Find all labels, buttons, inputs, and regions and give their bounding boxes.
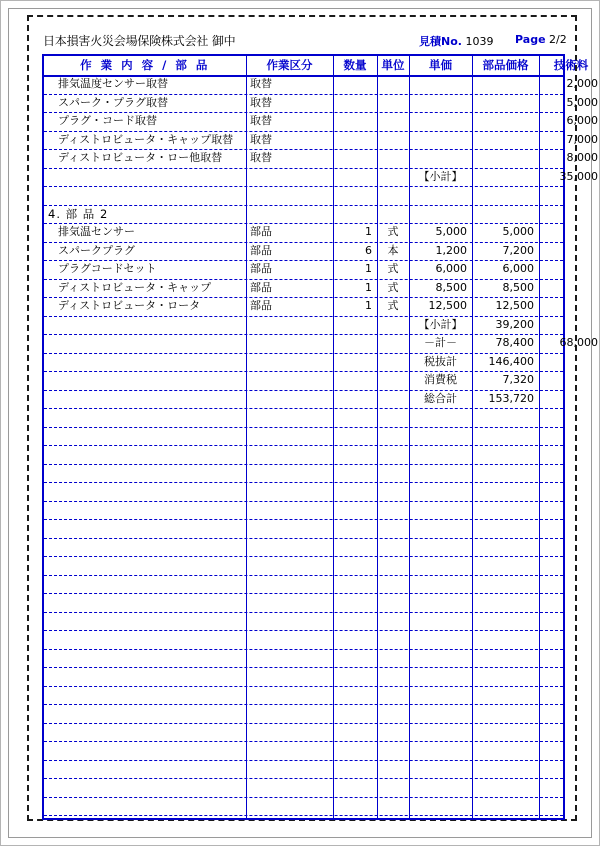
table-empty-row [44,501,563,521]
cell-description: プラグ・コード取替 [58,114,157,127]
table-row [44,279,563,299]
table-empty-row [44,612,563,632]
cell-description: スパークプラグ [58,243,135,257]
table-empty-row [44,760,563,780]
column-header-quantity: 数量 [343,58,367,72]
cell-parts_price: 8,500 [502,280,534,294]
cell-quantity: 1 [365,262,372,275]
cell-description: 排気温度センサー取替 [58,77,168,90]
cell-unit_price: 税抜計 [424,354,457,368]
cell-category: 部品 [250,262,272,275]
cell-labor_fee: 68,000 [559,336,598,349]
column-header-parts_price: 部品価格 [482,58,529,72]
cell-parts_price: 146,400 [488,354,534,368]
cell-description: ディストロビュータ・ロー他取替 [58,151,223,164]
table-total-row [44,334,598,354]
table-empty-row [44,704,563,724]
table-empty-row [44,538,563,558]
cell-unit: 本 [387,243,399,257]
cell-unit_price: －計－ [424,336,457,349]
table-empty-row [44,408,563,428]
cell-quantity: 1 [365,299,372,312]
column-header-labor_fee: 技術料 [553,58,589,72]
table-total-row [44,168,598,188]
table-empty-row [44,186,563,206]
cell-labor_fee: 2,000 [566,77,598,90]
table-empty-row [44,686,563,706]
table-row [44,112,598,132]
table-row [44,94,598,114]
cell-category: 取替 [250,95,272,109]
cell-parts_price: 6,000 [502,262,534,275]
table-row [44,149,598,169]
cell-parts_price: 7,320 [502,373,534,386]
table-row [44,297,563,317]
table-row [44,223,563,243]
table-empty-row [44,649,563,669]
table-empty-row [44,593,563,613]
cell-description: ディストロビュータ・キャップ [58,280,212,294]
table-row [44,260,563,280]
cell-unit_price: 8,500 [435,280,467,294]
cell-quantity: 6 [365,243,372,257]
cell-unit: 式 [387,299,399,312]
cell-labor_fee: 6,000 [566,114,598,127]
cell-quantity: 1 [365,225,372,238]
cell-category: 取替 [250,151,272,164]
table-total-row [44,390,563,410]
cell-category: 取替 [250,132,272,146]
table-total-row [44,371,563,391]
page-number-value: 2/2 [549,33,567,46]
addressee-text: 日本損害火災会場保険株式会社 御中 [43,34,236,48]
cell-category: 取替 [250,77,272,90]
cell-parts_price: 78,400 [495,336,534,349]
column-header-unit: 単位 [381,58,405,72]
table-row [44,75,598,95]
table-empty-row [44,519,563,539]
table-empty-row [44,741,563,761]
cell-description: プラグコードセット [58,262,157,275]
cell-category: 取替 [250,114,272,127]
page-number-label: Page [515,33,546,46]
cell-description: スパーク・プラグ取替 [58,95,168,109]
cell-parts_price: 5,000 [502,225,534,238]
column-header-unit_price: 単価 [429,58,452,72]
cell-unit_price: 消費税 [424,373,457,386]
table-row [44,131,598,151]
cell-unit_price: 【小計】 [418,169,463,183]
table-empty-row [44,815,563,834]
table-empty-row [44,464,563,484]
cell-unit_price: 12,500 [428,299,467,312]
cell-unit_price: 総合計 [424,391,457,405]
cell-description: 排気温センサー [58,225,135,238]
estimate-table [42,54,598,820]
table-empty-row [44,575,563,595]
cell-unit_price: 5,000 [435,225,467,238]
cell-category: 部品 [250,243,272,257]
table-empty-row [44,778,563,798]
cell-quantity: 1 [365,280,372,294]
cell-labor_fee: 7,000 [566,132,598,146]
table-empty-row [44,630,563,650]
cell-labor_fee: 5,000 [566,95,598,109]
section-title: 4. 部 品 2 [48,206,109,221]
table-empty-row [44,427,563,447]
table-empty-row [44,797,563,817]
estimate-number-value: 1039 [465,35,494,48]
cell-labor_fee: 35,000 [559,169,598,183]
cell-unit: 式 [387,225,399,238]
column-header-category: 作業区分 [266,58,313,72]
column-header-description: 作 業 内 容 / 部 品 [80,58,210,72]
cell-parts_price: 39,200 [495,317,534,331]
cell-labor_fee: 8,000 [566,151,598,164]
table-row [44,242,563,262]
cell-description: ディストロビュータ・ロータ [58,299,201,312]
table-header-row [44,56,589,77]
cell-category: 部品 [250,299,272,312]
cell-unit_price: 1,200 [435,243,467,257]
estimate-number-label: 見積No. [419,35,462,48]
table-total-row [44,353,563,373]
table-empty-row [44,445,563,465]
table-total-row [44,316,563,336]
cell-category: 部品 [250,225,272,238]
table-empty-row [44,482,563,502]
cell-parts_price: 12,500 [495,299,534,312]
cell-category: 部品 [250,280,272,294]
table-empty-row [44,667,563,687]
cell-parts_price: 153,720 [488,391,534,405]
cell-unit_price: 【小計】 [418,317,463,331]
cell-unit_price: 6,000 [435,262,467,275]
cell-parts_price: 7,200 [502,243,534,257]
cell-unit: 式 [387,262,399,275]
cell-unit: 式 [387,280,399,294]
page-number [515,33,567,46]
cell-description: ディストロビュータ・キャップ取替 [58,132,234,146]
estimate-number [419,33,493,49]
table-empty-row [44,723,563,743]
table-section-row [44,205,563,225]
document-header [43,32,567,50]
table-empty-row [44,556,563,576]
